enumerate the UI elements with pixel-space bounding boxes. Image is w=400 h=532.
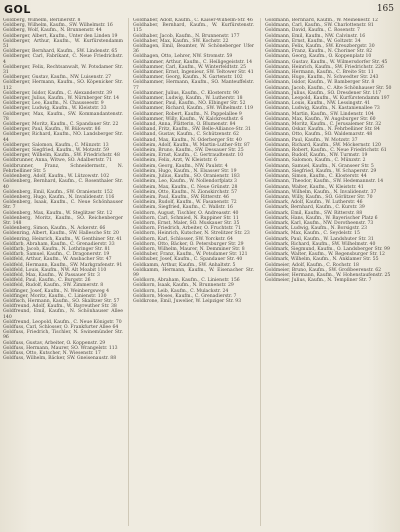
directory-entry: Goldheim, Adolf, Kaufm., W. Martin-Luther-Str. 87 [133, 142, 250, 148]
directory-entry: Goldmann, Hugo, Kaufm., N. Schwedter Str. 243 [265, 75, 379, 81]
directory-entry: Goldmark, Richard, Kaufm., SW. Wilhelmstr. 40 [265, 241, 376, 247]
directory-entry: Goldhagen, Emil, Beamter, W. Schöneberger Ufer 36 [133, 44, 254, 55]
directory-entry: Goldberger, Richard, Kaufm., NO. Landsberger Str. 44 [3, 132, 123, 143]
directory-entry: Goldhammer, Ludwig, Kaufm., W. Lutherstr. 18 [133, 96, 243, 102]
directory-entry: Goldmann, Otto, Kaufm., SO. Waldemarstr. 48 [265, 132, 373, 138]
directory-entry: Goldfarb, Samuel, Kaufm., C. Dragonerstr. 19 [3, 252, 110, 258]
page-header [4, 3, 396, 19]
directory-entry: Goldberger, Gustav, Kaufm., NW. Luisenstr. 27 [3, 75, 112, 81]
directory-entry: Goldmann, Samuel, Kaufm., N. Granseer Str. 5 [265, 163, 374, 169]
directory-entry: Goldmann, Hermann, Kaufm., C. Breite Str. 11 [265, 70, 374, 76]
directory-entry: Goldmark, Bernhard, Kaufm., C. Kurstr. 39 [265, 205, 365, 211]
directory-entry: Goldfeld, Hermann, Kaufm., SW. Markgrafenstr. 91 [3, 262, 123, 268]
directory-entry: Goldheim, Felix, Arzt, W. Kleiststr. 6 [133, 158, 217, 164]
directory-entry: Goldhammer, Georg, Kaufm., N. Gartenstr. 102 [133, 75, 243, 81]
directory-entry: Goldhaber, Adolf, Kaufm., C. Kaiser-Wilhelm-Str. 46 [133, 18, 253, 23]
directory-entry: Goldmann, Richard, Kaufm., SW. Möckernstr. 120 [265, 142, 381, 148]
directory-entry: Goldmann, Siegfried, Kaufm., W. Schaperstr. 29 [265, 168, 377, 174]
directory-entry: Goldenring, Heinrich, Kaufm., W. Genthiner Str. 41 [3, 236, 123, 242]
directory-entry: Goldenberg, Hugo, Kaufm., N. Invalidenstr. 116 [3, 194, 115, 200]
directory-entry: Goldberg, Wilhelm, Berlinerstr. 8 [3, 18, 81, 23]
directory-entry: Goldheim, Ernst, Kaufm., C. Gertraudtenstr. 10 [133, 153, 244, 159]
directory-entry: Goldhammer, Willy, Kaufm., W. Kalckreuthstr. 6 [133, 116, 244, 122]
directory-entry: Goldmann, Theodor, Kaufm., SW. Hedemannstr. 14 [265, 179, 384, 185]
directory-entry: Goldhammer, Julius, Kaufm., C. Klosterstr. 90 [133, 90, 239, 96]
directory-entry: Goldkorn, Leib, Kaufm., C. Mulackstr. 24 [133, 288, 229, 294]
directory-entry: Goldheim, Georg, Kaufm., NW. Paulstr. 4 [133, 163, 228, 169]
directory-entry: Goldberger, Leo, Kaufm., N. Chausseestr. 9 [3, 101, 104, 107]
directory-entry: Goldhammer, Arthur, Kaufm., C. Heiligegeiststr. 14 [133, 59, 253, 65]
directory-entry: Goldfuss, Carl, Schlosser, O. Frankfurter Allee 64 [3, 324, 119, 330]
directory-entry: Goldmeier, Julius, Kaufm., N. Templiner Str. 7 [265, 278, 372, 284]
directory-entry: Goldmann, Julius, Kaufm., SO. Dresdener Str. 117 [265, 90, 382, 96]
directory-entry: Goldberger, Julius, Kaufm., W. Nürnberger Str. 14 [3, 96, 120, 102]
directory-entry: Goldmark, Ludwig, Kaufm., N. Borsigstr. 23 [265, 226, 368, 232]
directory-entry: Goldenring, Albert, Kaufm., SW. Hallesche Str. 20 [3, 231, 119, 237]
directory-entry: Goldbrunner, Anna, Witwe, SO. Adalbertstr. 71 [3, 158, 112, 164]
directory-entry: Goldhuber, Josef, Kaufm., C. Spandauer Str. 40 [133, 257, 243, 263]
directory-entry: Goldfeld, Arthur, Kaufm., W. Ansbacher Str. 47 [3, 257, 112, 263]
directory-entry: Goldmann, Martin, Kaufm., SW. Lindenstr. 104 [265, 111, 374, 117]
directory-entry: Goldfinger, Josef, Kaufm., N. Weinbergsweg 4 [3, 288, 110, 294]
directory-entry: Goldmann, Walter, Kaufm., W. Kleiststr. 41 [265, 184, 364, 190]
directory-entry: Goldmann, Louis, Kaufm., NW. Lessingstr. 41 [265, 101, 371, 107]
directory-entry: Goldkorn, Isaak, Kaufm., N. Brunnenstr. 29 [133, 283, 234, 289]
directory-entry: Goldenberg, Max, Kaufm., W. Steglitzer Str. 12 [3, 210, 113, 216]
directory-entry: Goldhaber, Jacob, Kaufm., N. Brunnenstr. 177 [133, 33, 240, 39]
directory-entry: Goldmann, Max, Kaufm., W. Augsburger Str. 60 [265, 116, 376, 122]
directory-entry: Goldmann, Rudolf, Kaufm., NW. Turmstr. 19 [265, 153, 368, 159]
directory-entry: Goldhand, Gustav, Kaufm., C. Schützenstr. 62 [133, 132, 239, 138]
directory-entry: Goldfinger, Moritz, Kaufm., C. Linienstr. 130 [3, 293, 107, 299]
directory-entry: Goldfuss, Hermann, Maurer, SO. Wrangelstr. 113 [3, 345, 118, 351]
directory-entry: Goldheim, Paul, Kaufm., SW. Ritterstr. 46 [133, 194, 229, 200]
directory-entry: Goldmann, Bernhard, Kaufm., W. Meinekestr. 12 [265, 18, 378, 23]
directory-entry: Goldberger, Ludwig, Kaufm., W. Kleiststr. 33 [3, 106, 107, 112]
directory-entry: Goldhorn, Heinrich, Kutscher, N. Strelitzer Str. 23 [133, 231, 250, 237]
directory-entry: Goldmark, Walter, Kaufm., W. Regensburger Str. 12 [265, 252, 385, 258]
directory-entry: Goldberger, Bernhard, Kaufm., SW. Lindenstr. 65 [3, 49, 118, 55]
directory-entry: Goldhammer, Hermann, Kaufm., SO. Manteuffelstr. 77 [133, 80, 254, 91]
directory-entry: Goldmann, Emil, Kaufm., NW. Calvinstr. 16 [265, 33, 366, 39]
directory-entry: Goldmann, Franz, Kaufm., N. Choriner Str. 82 [265, 49, 373, 55]
directory-entry: Goldmann, Wilhelm, Kaufm., N. Invalidenstr. 37 [265, 189, 377, 195]
directory-entry: Goldkamm, Hermann, Kaufm., W. Eisenacher Str. 99 [133, 267, 254, 278]
directory-entry: Goldfuss, Friedrich, Tischler, N. Swinemünder Str. 96 [3, 330, 123, 341]
directory-entry: Goldmann, Simon, Kaufm., C. Klosterstr. 44 [265, 174, 367, 180]
page-number: 165 [376, 4, 394, 14]
directory-entry: Goldmann, Leopold, Kaufm., W. Kurfürstendamm 197 [265, 96, 390, 102]
directory-entry: Goldmark, Paul, Kaufm., W. Landshuter Str. 31 [265, 236, 374, 242]
directory-entry: Goldmann, Jacob, Kaufm., C. Alte Schönhauser Str. 50 [265, 85, 392, 91]
directory-entry: Goldenberg, Isaak, Kaufm., C. Neue Schönhauser Str. 7 [3, 200, 123, 211]
directory-entry: Goldhorn, Karl, Schlosser, SW. Yorckstr. 64 [133, 236, 233, 242]
directory-entry: Goldfuss, Gustav, Arbeiter, O. Koppenstr. 29 [3, 340, 106, 346]
directory-entry: Goldhand, Max, Kaufm., N. Oderberger Str. 40 [133, 137, 242, 143]
directory-entry: Goldhuber, Franz, Kaufm., W. Potsdamer Str. 121 [133, 252, 248, 258]
directory-entry: Goldmeier, Bruno, Kaufm., SW. Großbeerenstr. 62 [265, 267, 382, 273]
directory-entry: Goldheim, Bruno, Kaufm., SW. Dessauer Str. 25 [133, 148, 244, 154]
directory-entry: Goldhorn, Wilhelm, Maurer, N. Demminer Str. 8 [133, 246, 245, 252]
directory-entry: Goldfuss, Wilhelm, Bäcker, SW. Gneisenaustr. 88 [3, 356, 117, 362]
directory-entry: Goldfreund, Adolf, Kaufm., W. Bayreuther Str. 38 [3, 304, 117, 310]
directory-entry: Goldhand, Anna, Plätterin, O. Blumenstr. 84 [133, 122, 236, 128]
directory-entry: Goldkamm, Arthur, Kaufm., SW. Anhaltstr. 5 [133, 262, 236, 268]
directory-entry: Goldfeld, Max, Kaufm., W. Passauer Str. 3 [3, 272, 100, 278]
directory-entry: Goldhammer, Carl, Kaufm., W. Winterfeldtstr. 25 [133, 64, 246, 70]
directory-entry: Goldfarb, Abraham, Kaufm., C. Grenadierstr. 33 [3, 241, 115, 247]
directory-entry: Goldenberg, Adolf, Kaufm., W. Lützowstr. 102 [3, 174, 110, 180]
directory-entry: Goldfreund, Leopold, Kaufm., C. Neue Königstr. 70 [3, 319, 122, 325]
column-2 [133, 18, 254, 528]
directory-entry: Goldenberg, Moritz, Kaufm., SO. Reichenberger Str. 148 [3, 215, 123, 226]
directory-entry: Goldhaber, Max, Kaufm., SW. Kochstr. 22 [133, 38, 229, 44]
directory-entry: Goldmark, Emil, Kaufm., SW. Ritterstr. 88 [265, 210, 363, 216]
directory-entry: Goldberger, Arthur, Kaufm., W. Kurfürstendamm 51 [3, 38, 123, 50]
column-rule [260, 18, 261, 526]
directory-entry: Goldheim, Max, Kaufm., C. Neue Grünstr. 28 [133, 184, 238, 190]
directory-entry: Goldmann, David, Kaufm., C. Rosenstr. 7 [265, 28, 360, 34]
directory-entry: Goldberg, Wolf, Kaufm., N. Brunnenstr. 44 [3, 28, 102, 34]
directory-entry: Goldfisch, Hermann, Kaufm., SO. Skalitzer Str. 57 [3, 298, 120, 304]
directory-entry: Goldberger, Siegfried, Kaufm., W. Motzstr. 59 [3, 148, 109, 154]
directory-entry: Goldhorn, Friedrich, Arbeiter, O. Fruchtstr. 71 [133, 226, 241, 232]
directory-entry: Goldfeld, Paul, Kaufm., C. Burgstr. 26 [3, 278, 91, 284]
directory-entry: Goldenberg, Simon, Kaufm., N. Ackerstr. 66 [3, 226, 106, 232]
directory-entry: Goldmann, Willy, Kaufm., SO. Görlitzer Str. 70 [265, 194, 373, 200]
directory-entry: Goldmeier, Adolf, Kaufm., C. Rochstr. 18 [265, 262, 359, 268]
directory-entry: Goldberger, Moritz, Kaufm., C. Spandauer Str. 22 [3, 122, 119, 128]
directory-entry: Goldmann, Ludwig, Kaufm., N. Kastanienallee 73 [265, 106, 380, 112]
directory-entry: Goldheim, Hugo, Kaufm., N. Elsasser Str. 19 [133, 168, 237, 174]
directory-entry: Goldberger, Paul, Kaufm., W. Bülowstr. 86 [3, 127, 101, 133]
directory-entry: Goldberger, Albert, Kaufm., Unter den Linden 19 [3, 33, 118, 39]
directory-entry: Goldmann, Paul, Kaufm., W. Motzstr. 37 [265, 137, 358, 143]
directory-entry: Goldheim, Leo, Kaufm., W. Nollendorfplatz 3 [133, 179, 237, 185]
directory-entry: Goldmann, Robert, Kaufm., C. Neue Friedrichstr. 61 [265, 148, 387, 154]
directory-entry: Goldbrunner, Franz, Schneidermstr., N. Fehrbelliner Str. 5 [3, 163, 123, 174]
directory-entry: Goldkrone, Emil, Juwelier, W. Leipziger Str. 93 [133, 298, 242, 304]
directory-entry: Goldfreund, Emil, Kaufm., N. Schönhauser Allee 140 [3, 309, 123, 320]
directory-entry: Goldhammer, Paul, Kaufm., NO. Elbinger Str. 52 [133, 101, 246, 107]
directory-entry: Goldheim, Julius, Kaufm., SO. Oranienstr. 183 [133, 174, 240, 180]
directory-entry: Goldmann, Ernst, Kaufm., W. Goltzstr. 34 [265, 38, 361, 44]
directory-entry: Goldmark, Wilhelm, Kaufm., N. Anklamer Str. 55 [265, 257, 379, 263]
directory-entry: Goldmann, Oskar, Kaufm., N. Fehrbelliner Str. 84 [265, 127, 380, 133]
directory-entry: Goldmann, Felix, Kaufm., SW. Kreuzbergstr. 30 [265, 44, 375, 50]
directory-entry: Goldheim, Rudolf, Kaufm., W. Fasanenstr. 72 [133, 200, 237, 206]
directory-entry: Goldmann, Moritz, Kaufm., C. Jerusalemer Str. 32 [265, 122, 382, 128]
directory-entry: Goldheim, Siegfried, Kaufm., C. Wallstr. 16 [133, 205, 233, 211]
directory-entry: Goldhorn, August, Tischler, O. Andreasstr. 40 [133, 210, 239, 216]
directory-entry: Goldmann, Isidor, Kaufm., W. Bamberger Str. 8 [265, 80, 375, 86]
directory-entry: Goldhammer, Richard, Kaufm., SW. Wilhelmstr. 119 [133, 106, 254, 112]
directory-entry: Goldberger, Max, Kaufm., SW. Kommandantenstr. 78 [3, 111, 123, 122]
column-rule [128, 18, 129, 526]
directory-entry: Goldmann, Heinrich, Kaufm., SW. Friedrichstr. 226 [265, 64, 384, 70]
directory-entry: Goldmark, Siegmund, Kaufm., O. Landsberger Str. 99 [265, 246, 390, 252]
directory-entry: Goldfeld, Rudolf, Kaufm., SW. Zimmerstr. 8 [3, 283, 104, 289]
directory-entry: Goldberger, Isidor, Kaufm., C. Alexanderstr. 39 [3, 90, 113, 96]
directory-entry: Goldberger, Carl, Fabrikant, C. Neue Friedrichstr. 4 [3, 54, 123, 65]
directory-entry: Goldmann, Georg, Kaufm., O. Koppenplatz 10 [265, 54, 372, 60]
directory-entry: Goldenberg, Emil, Kaufm., SW. Oranienstr. 152 [3, 189, 113, 195]
directory-entry: Goldberger, Salomon, Kaufm., C. Münzstr. 13 [3, 142, 109, 148]
directory-entry: Goldhammer, Robert, Kaufm., N. Pappelallee 9 [133, 111, 242, 117]
directory-entry: Goldhorn, Carl, Schmied, N. Ruppiner Str. 11 [133, 215, 239, 221]
directory-entry: Goldberg, Wilhelm, Kaufm., SW. Wilhelmstr. 16 [3, 23, 113, 29]
directory-entry: Goldenberg, Bernhard, Kaufm., C. Rosenthaler Str. 40 [3, 179, 123, 190]
directory-entry: Goldhagen, Otto, Lehrer, NW. Stromstr. 59 [133, 54, 233, 60]
directory-entry: Goldberger, Felix, Rechtsanwalt, W. Potsdamer Str. 31 [3, 64, 123, 76]
directory-entry: Goldmeier, Hermann, Kaufm., W. Hohenstaufenstr. 25 [265, 272, 391, 278]
directory-entry: Goldberger, Wilhelm, Kaufm., SW. Friedrichstr. 48 [3, 153, 120, 159]
directory-entry: Goldmark, Karl, Kaufm., NW. Dorotheenstr. 73 [265, 220, 374, 226]
directory-entry: Goldhaber, Bernhard, Kaufm., W. Kurfürstenstr. 115 [133, 23, 254, 34]
directory-entry: Goldkorn, Abraham, Kaufm., C. Linienstr. 156 [133, 278, 240, 284]
directory-entry: Goldhammer, Ernst, Ingenieur, SW. Teltower Str. 41 [133, 70, 254, 76]
running-head: GOL [4, 3, 31, 16]
column-3 [265, 18, 396, 528]
directory-entry: Goldmann, Gustav, Kaufm., W. Wilmersdorfer Str. 45 [265, 59, 388, 65]
directory-entry: Goldmann, Salomon, Kaufm., C. Münzstr. 2 [265, 158, 366, 164]
directory-entry: Goldhorn, Ernst, Maler, SO. Muskauer Str. 35 [133, 220, 240, 226]
directory-entry: Goldfeld, Louis, Kaufm., NW. Alt Moabit 110 [3, 267, 107, 273]
directory-entry: Goldkorn, Moses, Kaufm., C. Grenadierstr. 7 [133, 293, 237, 299]
column-1 [3, 18, 123, 528]
directory-entry: Goldmann, Carl, Kaufm., SW. Charlottenstr. 81 [265, 23, 374, 29]
directory-entry: Goldberger, Hermann, Kaufm., SO. Köpenicker Str. 112 [3, 80, 123, 91]
directory-entry: Goldfuss, Otto, Kutscher, N. Wiesenstr. 17 [3, 351, 101, 356]
directory-entry: Goldhand, Fritz, Kaufm., SW. Belle-Alliance-Str. 31 [133, 127, 251, 133]
directory-entry: Goldmark, Hans, Kaufm., W. Bayerischer Platz 6 [265, 215, 378, 221]
directory-entry: Goldmark, Max, Kaufm., C. Seydelstr. 15 [265, 231, 360, 237]
directory-entry: Goldmark, Adolf, Kaufm., W. Lutherstr. 46 [265, 200, 363, 206]
directory-entry: Goldhorn, Otto, Bäcker, O. Petersburger Str. 29 [133, 241, 244, 247]
directory-entry: Goldheim, Otto, Kaufm., N. Zionskirchstr. 57 [133, 189, 238, 195]
directory-entry: Goldfarb, Jacob, Kaufm., N. Lothringer Str. 81 [3, 246, 111, 252]
